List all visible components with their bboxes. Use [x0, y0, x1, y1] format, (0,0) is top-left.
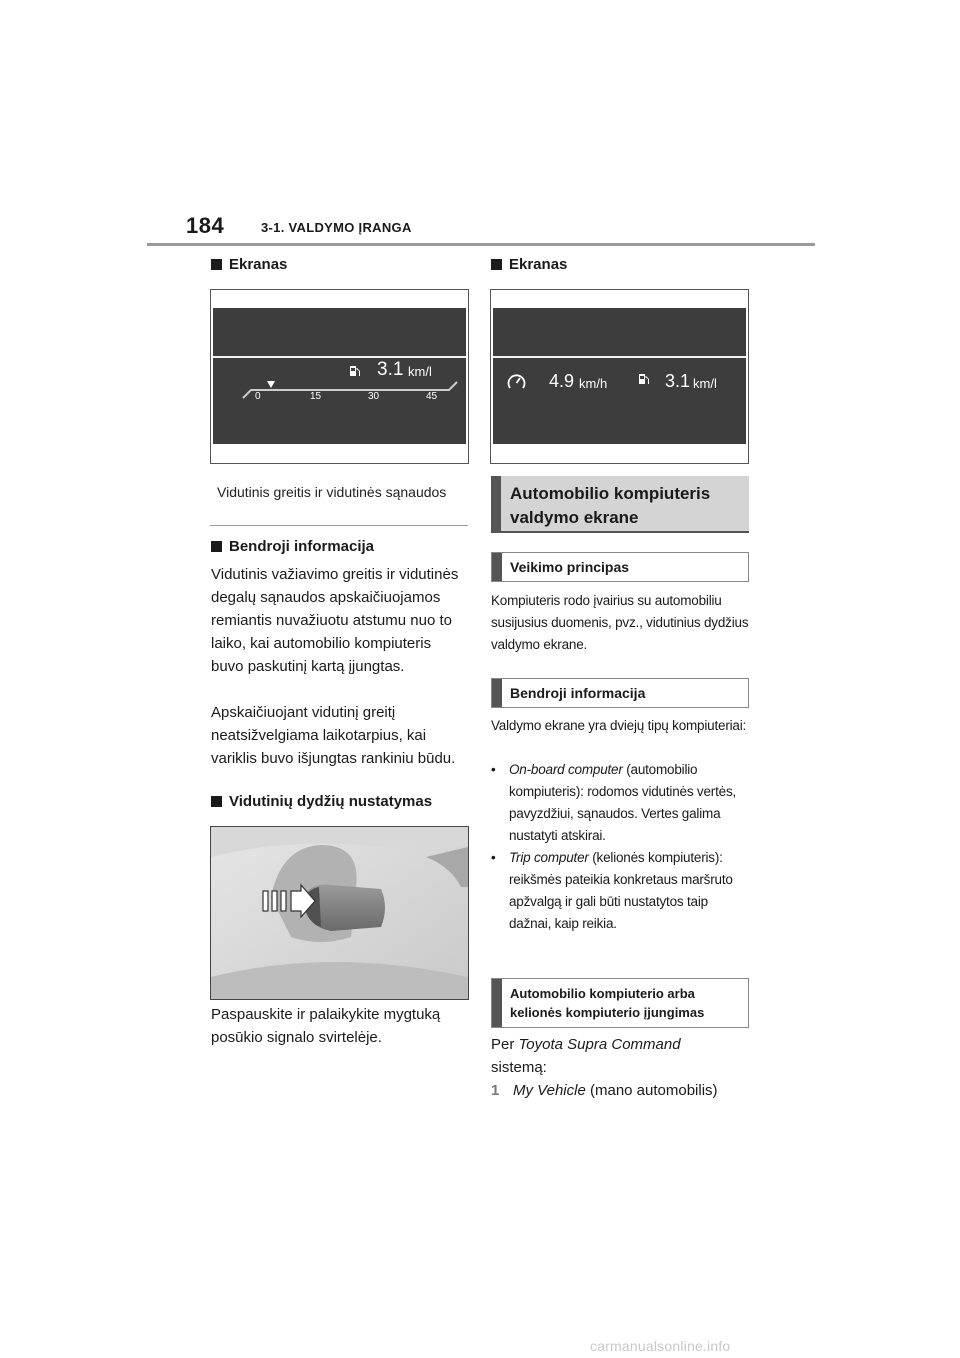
main-heading: Automobilio kompiuteris valdymo ekrane	[510, 484, 711, 527]
scale-tick-30: 30	[368, 391, 380, 402]
step-text: (mano automobilis)	[585, 1082, 718, 1099]
bullet-list	[491, 759, 749, 935]
lever-illustration	[211, 827, 468, 999]
consumption-value: 3.1	[377, 359, 404, 380]
bullet-dot: •	[491, 850, 496, 865]
box-heading-activation	[491, 978, 749, 1028]
bullet-item-onboard	[491, 759, 749, 847]
bullet-dot: •	[491, 762, 496, 777]
heading-ekranas-right	[491, 256, 567, 273]
square-bullet-icon	[211, 259, 222, 270]
paragraph-general: Vidutinis važiavimo greitis ir vidutinės degalų sąnaudos apskaičiuojamos remiantis nuvažiuotu atstumu nuo to laiko, kai automobilio kompiuteris buvo paskutinį kartą įjungtas.	[211, 566, 459, 675]
scale-tick-45: 45	[426, 391, 438, 402]
fuel-unit: km/l	[693, 376, 717, 391]
watermark-footer[interactable]: carmanualsonline.info	[590, 1338, 731, 1354]
scale-tick-15: 15	[310, 391, 322, 402]
box-heading-label: Automobilio kompiuterio arba kelionės kompiuterio įjungimas	[510, 986, 705, 1020]
bullet-term: Trip computer	[509, 850, 589, 865]
heading-label: Ekranas	[509, 256, 568, 273]
paragraph-press-button: Paspauskite ir palaikykite mygtuką posūkio signalo svirtelėje.	[211, 1006, 441, 1046]
scale-line	[243, 382, 457, 398]
text-post: sistemą:	[491, 1059, 547, 1076]
heading-bar	[492, 679, 502, 707]
bullet-text: (automobilio kompiuteris): rodomos vidutinės vertės, pavyzdžiui, sąnaudos. Vertes galima nustatyti atskirai.	[509, 762, 737, 843]
fuel-value: 3.1	[665, 371, 691, 391]
step-item	[491, 1079, 749, 1102]
text-pre: Per	[491, 1036, 519, 1053]
scale-tick-0: 0	[255, 391, 261, 402]
display-screen-speed-consumption	[490, 289, 749, 464]
speed-consumption-icons	[493, 358, 746, 444]
paragraph-average-speed: Apskaičiuojant vidutinį greitį neatsižvelgiama laikotarpius, kai variklis buvo išjungtas rankiniu būdu.	[211, 704, 456, 767]
heading-setting	[211, 793, 432, 810]
heading-bar	[492, 553, 502, 581]
step-term: My Vehicle	[513, 1082, 586, 1099]
section-title: 3-1. VALDYMO ĮRANGA	[261, 220, 412, 235]
step-number: 1	[491, 1082, 500, 1099]
box-heading-principle	[491, 552, 749, 582]
paragraph-via-command	[491, 1033, 749, 1079]
paragraph-types: Valdymo ekrane yra dviejų tipų kompiuteriai:	[491, 718, 747, 733]
heading-label: Ekranas	[229, 256, 288, 273]
display-screen-consumption	[210, 289, 469, 464]
text-term: Toyota Supra Command	[518, 1036, 681, 1053]
heading-ekranas-left	[211, 256, 287, 273]
page-number: 184	[186, 213, 225, 238]
speed-unit: km/h	[579, 376, 608, 391]
scale-marker-icon	[267, 381, 275, 388]
heading-general-left	[211, 538, 374, 555]
figure-caption: Vidutinis greitis ir vidutinės sąnaudos	[210, 482, 468, 526]
square-bullet-icon	[211, 541, 222, 552]
screen-dark-top	[493, 308, 746, 356]
heading-label: Bendroji informacija	[229, 538, 375, 555]
consumption-unit: km/l	[408, 364, 432, 379]
speed-value: 4.9	[549, 371, 575, 391]
header-divider	[147, 243, 815, 246]
bullet-text: (kelionės kompiuteris): reikšmės pateikia konkretaus maršruto apžvalgą ir gali būti nustatytos taip dažnai, kaip reikia.	[509, 850, 733, 931]
square-bullet-icon	[491, 259, 502, 270]
heading-bar	[492, 979, 502, 1027]
photo-turn-signal-lever	[210, 826, 469, 1000]
square-bullet-icon	[211, 796, 222, 807]
bullet-item-trip	[491, 847, 749, 935]
fuel-pump-icon	[350, 366, 360, 376]
heading-label: Vidutinių dydžių nustatymas	[229, 793, 433, 810]
fuel-pump-icon	[639, 374, 649, 384]
box-heading-label: Bendroji informacija	[510, 685, 646, 701]
main-heading-box	[491, 476, 749, 533]
box-heading-general	[491, 678, 749, 708]
paragraph-principle: Kompiuteris rodo įvairius su automobiliu susijusius duomenis, pvz., vidutinius dydžius valdymo ekrane.	[491, 593, 749, 652]
speedometer-icon	[509, 375, 525, 388]
screen-dark-top	[213, 308, 466, 356]
box-heading-label: Veikimo principas	[510, 559, 630, 575]
heading-bar	[491, 476, 501, 531]
bullet-term: On-board computer	[509, 762, 623, 777]
